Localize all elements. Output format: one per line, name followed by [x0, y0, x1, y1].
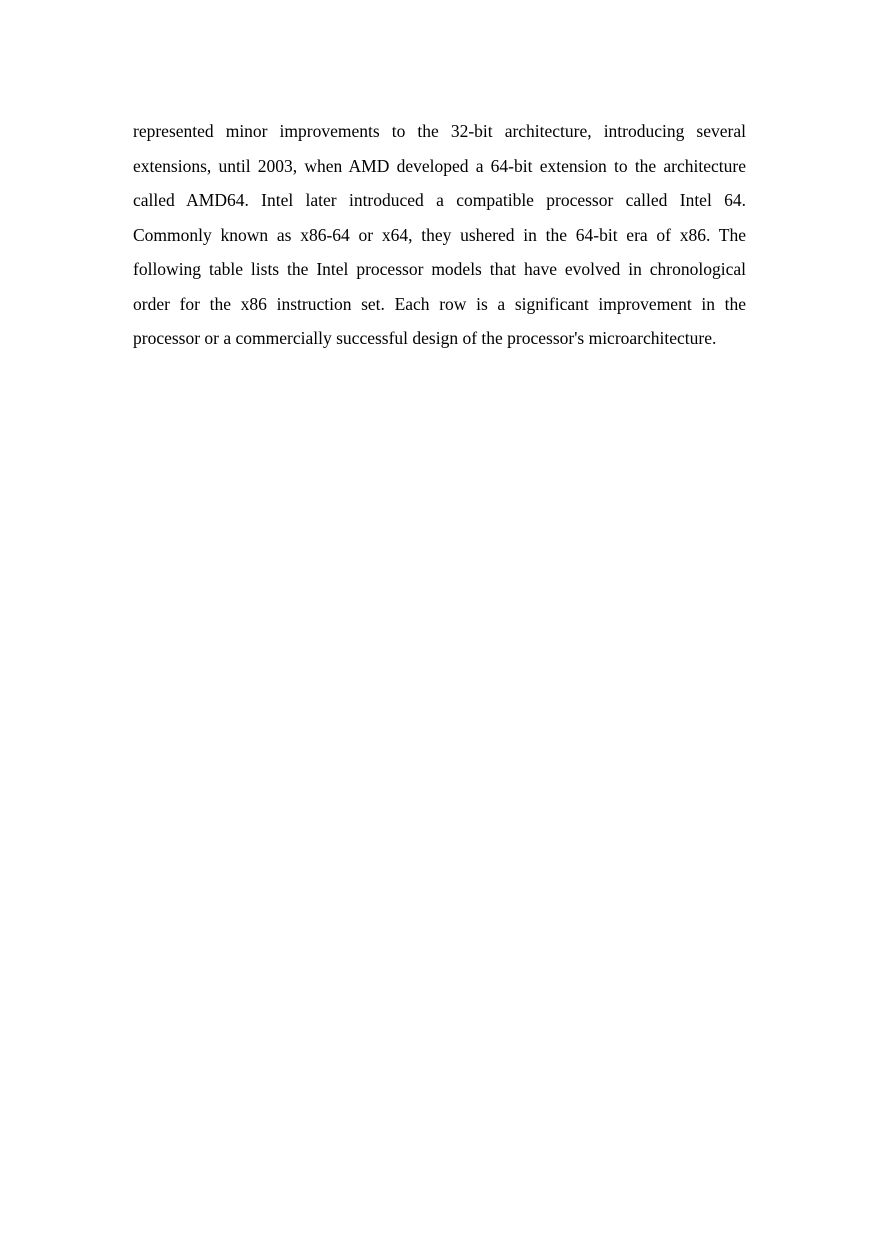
paragraph-line: processor or a commercially successful design of the processor's microarchitecture. — [133, 328, 717, 348]
paragraph-line: following table lists the Intel processor models that have evolved in chronological — [133, 259, 746, 279]
paragraph-line: called AMD64. Intel later introduced a compatible processor called Intel 64. — [133, 190, 746, 210]
paragraph-line: represented minor improvements to the 32-bit architecture, introducing several — [133, 121, 746, 141]
body-paragraph — [133, 114, 746, 356]
paragraph-line: Commonly known as x86-64 or x64, they ushered in the 64-bit era of x86. The — [133, 224, 746, 245]
paragraph-line: extensions, until 2003, when AMD developed a 64-bit extension to the architecture — [133, 155, 746, 176]
paragraph-line: order for the x86 instruction set. Each row is a significant improvement in the — [133, 293, 746, 314]
